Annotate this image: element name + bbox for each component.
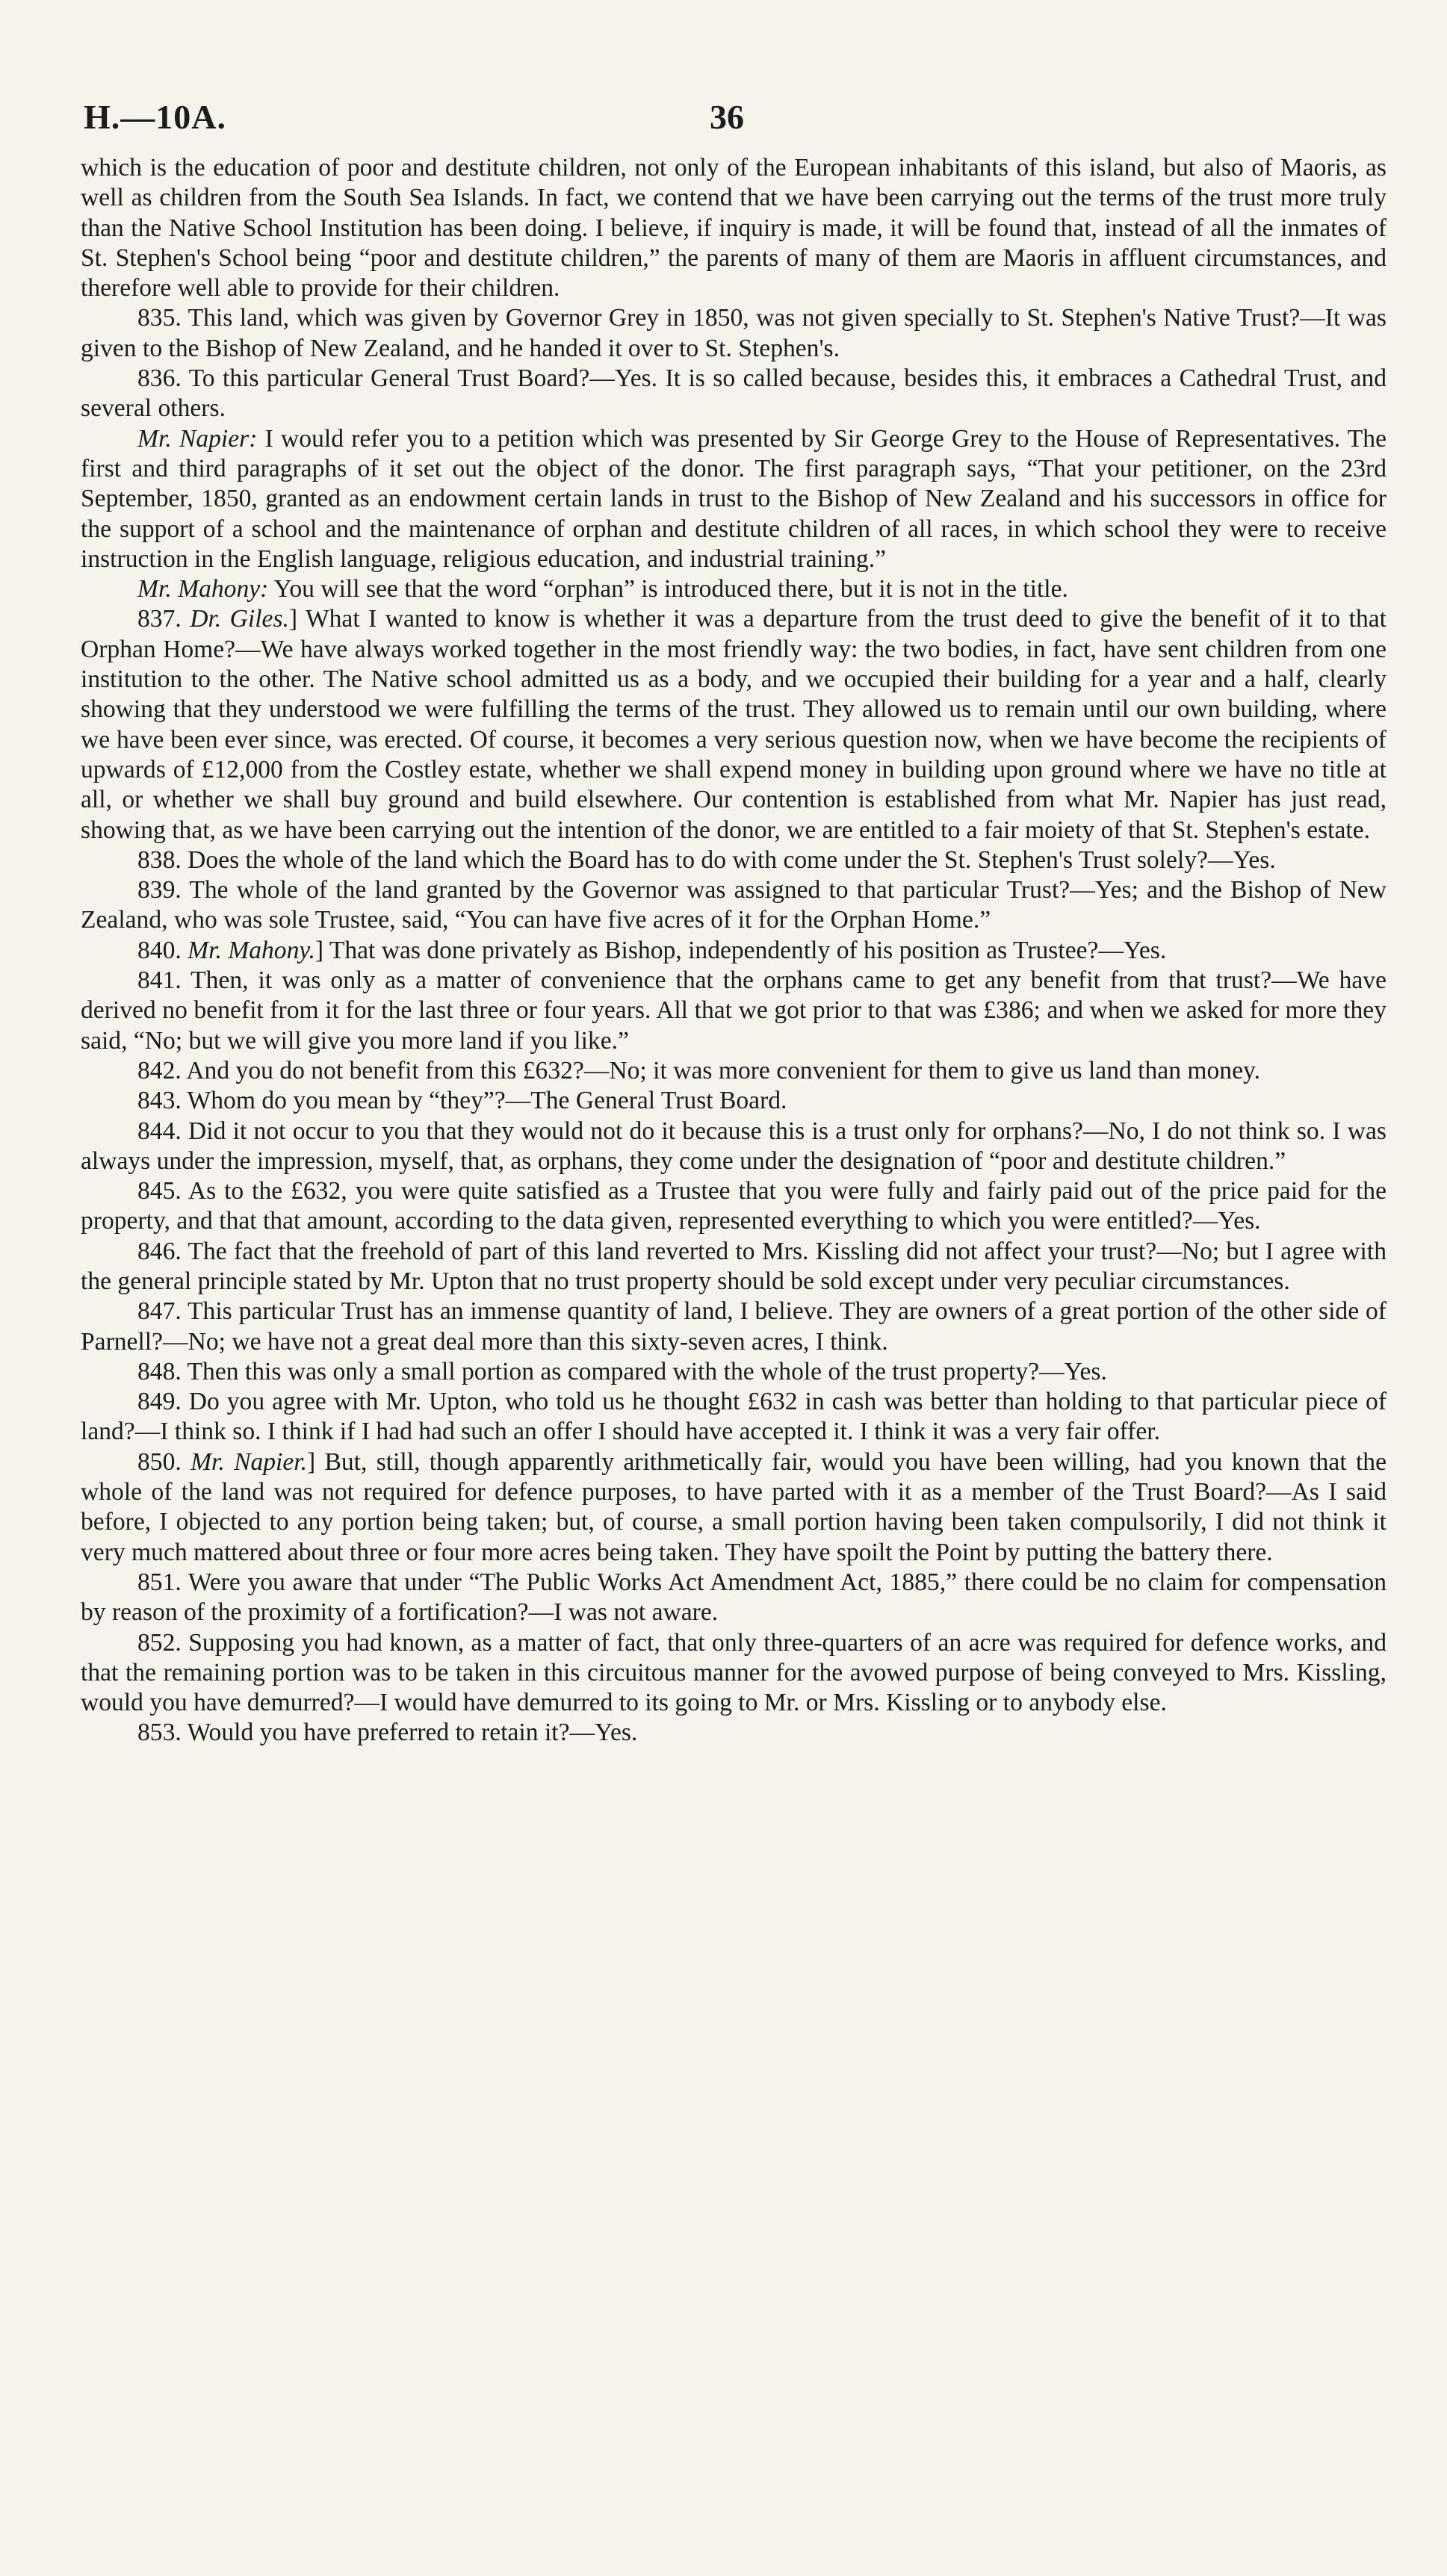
- paragraph: 852. Supposing you had known, as a matter of fact, that only three-quarters of an acre was required for defence works, and that the remaining portion was to be taken in this circuitous manner for the avowed purpose of being conveyed to Mrs. Kissling, would you have demurred?—I would have demurred to its going to Mr. or Mrs. Kissling or to anybody else.: [81, 1628, 1386, 1717]
- paragraph: 838. Does the whole of the land which the Board has to do with come under the St. Stephen's Trust solely?—Yes.: [137, 845, 1276, 874]
- paragraph: 845. As to the £632, you were quite satisfied as a Trustee that you were fully and fairly paid out of the price paid for the property, and that that amount, according to the data given, represented everything to which you were entitled?—Yes.: [81, 1177, 1386, 1235]
- document-page: [81, 0, 1386, 1747]
- paragraph: 849. Do you agree with Mr. Upton, who told us he thought £632 in cash was better than holding to that particular piece of land?—I think so. I think if I had had such an offer I should have accepted it. I think it was a very fair offer.: [81, 1388, 1386, 1446]
- document-body: [81, 153, 1386, 1748]
- speaker-name: Mr. Mahony:: [137, 575, 269, 603]
- paragraph: which is the education of poor and destitute children, not only of the European inhabitants of this island, but also of Maoris, as well as children from the South Sea Islands. In fact, we contend that we have been carrying out the terms of the trust more truly than the Native School Institution has been doing. I believe, if inquiry is made, it will be found that, instead of all the inmates of St. Stephen's School being “poor and destitute children,” the parents of many of them are Maoris in affluent circumstances, and therefore well able to provide for their children.: [81, 154, 1386, 302]
- paragraph: 850. Mr. Napier.] But, still, though apparently arithmetically fair, would you have been willing, had you known that the whole of the land was not required for defence purposes, to have parted with it as a member of the Trust Board?—As I said before, I objected to any portion being taken; but, of course, a small portion having been taken compulsorily, I did not think it very much mattered about three or four more acres being taken. They have spoilt the Point by putting the battery there.: [81, 1447, 1386, 1566]
- paragraph: 836. To this particular General Trust Board?—Yes. It is so called because, besides this, it embraces a Cathedral Trust, and several others.: [81, 364, 1386, 423]
- paragraph: 851. Were you aware that under “The Public Works Act Amendment Act, 1885,” there could be no claim for compensation by reason of the proximity of a fortification?—I was not aware.: [81, 1568, 1386, 1627]
- paragraph: 846. The fact that the freehold of part of this land reverted to Mrs. Kissling did not affect your trust?—No; but I agree with the general principle stated by Mr. Upton that no trust property should be sold except under very peculiar circumstances.: [81, 1237, 1386, 1295]
- paragraph: 853. Would you have preferred to retain it?—Yes.: [137, 1719, 638, 1747]
- paragraph: 835. This land, which was given by Governor Grey in 1850, was not given specially to St. Stephen's Native Trust?—It was given to the Bishop of New Zealand, and he handed it over to St. Stephen's.: [81, 304, 1386, 362]
- speaker-name: Mr. Napier.: [190, 1447, 308, 1476]
- paragraph: Mr. Napier: I would refer you to a petition which was presented by Sir George Grey to the House of Representatives. The first and third paragraphs of it set out the object of the donor. The first paragraph says, “That your petitioner, on the 23rd September, 1850, granted as an endowment certain lands in trust to the Bishop of New Zealand and his successors in office for the support of a school and the maintenance of orphan and destitute children of all races, in which school they were to receive instruction in the English language, religious education, and industrial training.”: [81, 424, 1386, 573]
- speaker-name: Dr. Giles.: [190, 605, 289, 633]
- paragraph: 847. This particular Trust has an immense quantity of land, I believe. They are owners of a great portion of the other side of Parnell?—No; we have not a great deal more than this sixty-seven acres, I think.: [81, 1297, 1386, 1356]
- page-header: [81, 0, 1386, 149]
- paragraph: 848. Then this was only a small portion as compared with the whole of the trust property?—Yes.: [137, 1357, 1107, 1385]
- paragraph: 844. Did it not occur to you that they would not do it because this is a trust only for orphans?—No, I do not think so. I was always under the impression, myself, that, as orphans, they come under the designation of “poor and destitute children.”: [81, 1117, 1386, 1175]
- paragraph: 842. And you do not benefit from this £632?—No; it was more convenient for them to give us land than money.: [137, 1056, 1260, 1084]
- paragraph: 840. Mr. Mahony.] That was done privately as Bishop, independently of his position as Trustee?—Yes.: [137, 936, 1167, 964]
- series-code: H.—10A.: [84, 98, 226, 136]
- page-number: 36: [710, 98, 744, 136]
- speaker-name: Mr. Napier:: [137, 424, 258, 453]
- speaker-name: Mr. Mahony.: [188, 936, 315, 964]
- paragraph: 837. Dr. Giles.] What I wanted to know is whether it was a departure from the trust deed to give the benefit of it to that Orphan Home?—We have always worked together in the most friendly way: the two bodies, in fact, have sent children from one institution to the other. The Native school admitted us as a body, and we occupied their building for a year and a half, clearly showing that they understood we were fulfilling the terms of the trust. They allowed us to remain until our own building, where we have been ever since, was erected. Of course, it becomes a very serious question now, when we have become the recipients of upwards of £12,000 from the Costley estate, whether we shall expend money in building upon ground where we have no title at all, or whether we shall buy ground and build elsewhere. Our contention is established from what Mr. Napier has just read, showing that, as we have been carrying out the intention of the donor, we are entitled to a fair moiety of that St. Stephen's estate.: [81, 605, 1386, 844]
- paragraph: 841. Then, it was only as a matter of convenience that the orphans came to get any benefit from that trust?—We have derived no benefit from it for the last three or four years. All that we got prior to that was £386; and when we asked for more they said, “No; but we will give you more land if you like.”: [81, 966, 1386, 1055]
- paragraph: 839. The whole of the land granted by the Governor was assigned to that particular Trust?—Yes; and the Bishop of New Zealand, who was sole Trustee, said, “You can have five acres of it for the Orphan Home.”: [81, 876, 1386, 934]
- paragraph: Mr. Mahony: You will see that the word “orphan” is introduced there, but it is not in the title.: [137, 575, 1068, 603]
- paragraph: 843. Whom do you mean by “they”?—The General Trust Board.: [137, 1087, 787, 1115]
